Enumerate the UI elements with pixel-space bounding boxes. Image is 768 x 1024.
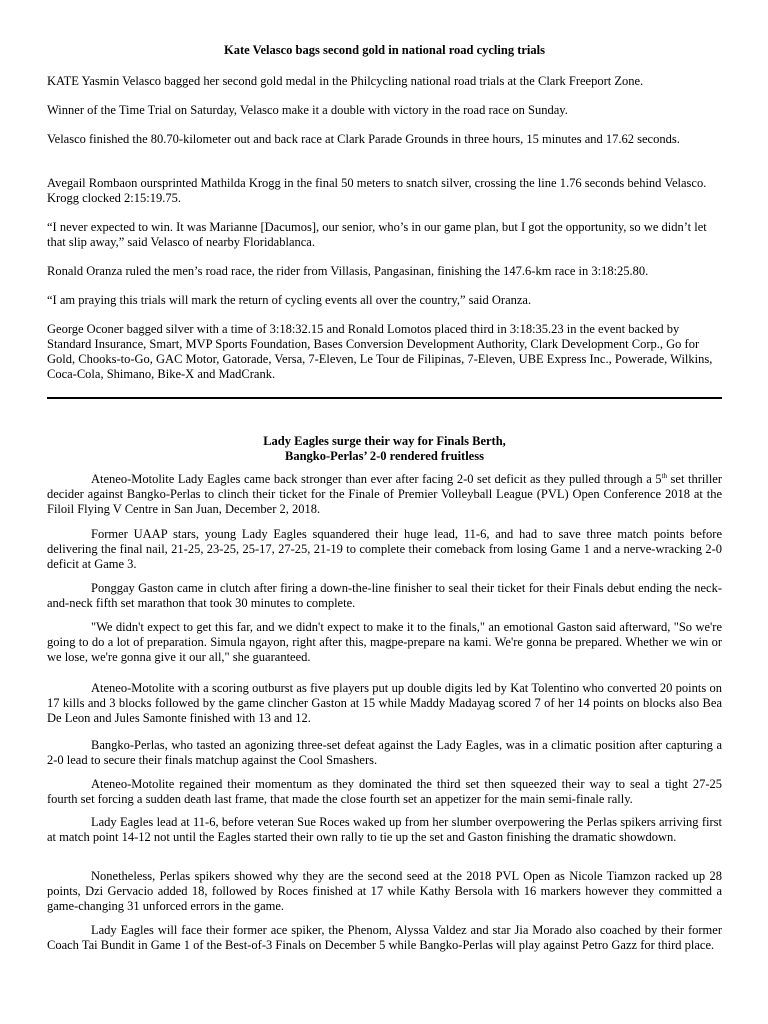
article2-title <box>47 434 722 464</box>
article1-paragraph: Winner of the Time Trial on Saturday, Velasco make it a double with victory in the road race on Sunday. <box>47 103 568 117</box>
article2-paragraph <box>47 472 722 517</box>
article2-paragraph: "We didn't expect to get this far, and we didn't expect to make it to the finals," an emotional Gaston said afterward, "So we're going to do a lot of preparation. Simula ngayon, right after this, magpe-prepare na kami. We're gonna be prepared. Whether we win or we lose, we're gonna give it our all," she guaranteed. <box>47 620 722 664</box>
section-divider <box>47 397 722 399</box>
article2-paragraph: Lady Eagles lead at 11-6, before veteran Sue Roces waked up from her slumber overpowering the Perlas spikers arriving first at match point 14-12 not until the Eagles started their own rally to tie up the set and Gaston finishing the dramatic showdown. <box>47 815 722 844</box>
article2-paragraph: Nonetheless, Perlas spikers showed why they are the second seed at the 2018 PVL Open as Nicole Tiamzon racked up 28 points, Dzi Gervacio added 18, followed by Roces finished at 17 while Kathy Bersola with 16 markers however they committed a game-changing 31 unforced errors in the game. <box>47 869 722 913</box>
article2-paragraph: Ateneo-Motolite regained their momentum as they dominated the third set then squeezed their way to seal a tight 27-25 fourth set forcing a sudden death last frame, that made the close fourth set an appetizer for the main semi-finale rally. <box>47 777 722 806</box>
article1-paragraph: Avegail Rombaon oursprinted Mathilda Krogg in the final 50 meters to snatch silver, crossing the line 1.76 seconds behind Velasco. Krogg clocked 2:15:19.75. <box>47 176 707 205</box>
article1-paragraph: “I never expected to win. It was Marianne [Dacumos], our senior, who’s in our game plan, but I got the opportunity, so we didn’t let that slip away,” said Velasco of nearby Floridablanca. <box>47 220 707 249</box>
article1-paragraph: George Oconer bagged silver with a time of 3:18:32.15 and Ronald Lomotos placed third in 3:18:35.23 in the event backed by Standard Insurance, Smart, MVP Sports Foundation, Bases Conversion Development Authority, Clark Development Corp., Go for Gold, Chooks-to-Go, GAC Motor, Gatorade, Versa, 7-Eleven, Le Tour de Filipinas, 7-Eleven, UBE Express Inc., Powerade, Wilkins, Coca-Cola, Shimano, Bike-X and MadCrank. <box>47 322 713 381</box>
article1-paragraph: Velasco finished the 80.70-kilometer out and back race at Clark Parade Grounds in three hours, 15 minutes and 17.62 seconds. <box>47 132 680 146</box>
article2-title-line2: Bangko-Perlas’ 2-0 rendered fruitless <box>285 449 484 463</box>
ordinal-suffix: th <box>661 471 668 480</box>
article1-paragraph: “I am praying this trials will mark the return of cycling events all over the country,” said Oranza. <box>47 293 532 307</box>
article2-paragraph: Lady Eagles will face their former ace spiker, the Phenom, Alyssa Valdez and star Jia Morado also coached by their former Coach Tai Bundit in Game 1 of the Best-of-3 Finals on December 5 while Bangko-Perlas will play against Petro Gazz for third place. <box>47 923 722 952</box>
article1-paragraph: KATE Yasmin Velasco bagged her second gold medal in the Philcycling national road trials at the Clark Freeport Zone. <box>47 74 644 88</box>
article2-title-line1: Lady Eagles surge their way for Finals Berth, <box>263 434 506 448</box>
article2-p1-text: Ateneo-Motolite Lady Eagles came back stronger than ever after facing 2-0 set deficit as they pulled through a 5 <box>91 472 662 486</box>
article2-p1-text-cont: set thriller decider against Bangko-Perlas to clinch their ticket for the Finale of Premier Volleyball League (PVL) Open Conference 2018 at the Filoil Flying V Centre in San Juan, December 2, 2018. <box>47 472 723 516</box>
article2-paragraph: Bangko-Perlas, who tasted an agonizing three-set defeat against the Lady Eagles, was in a climatic position after capturing a 2-0 lead to secure their finals matchup against the Cool Smashers. <box>47 738 722 767</box>
article1-paragraph: Ronald Oranza ruled the men’s road race, the rider from Villasis, Pangasinan, finishing the 147.6-km race in 3:18:25.80. <box>47 264 649 278</box>
article1-title: Kate Velasco bags second gold in national road cycling trials <box>224 43 545 57</box>
article2-paragraph: Ponggay Gaston came in clutch after firing a down-the-line finisher to seal their ticket for their Finals debut ending the neck-and-neck fifth set marathon that took 30 minutes to complete. <box>47 581 722 610</box>
article2-paragraph: Ateneo-Motolite with a scoring outburst as five players put up double digits led by Kat Tolentino who converted 20 points on 17 kills and 3 blocks followed by the game clincher Gaston at 15 while Maddy Madayag scored 7 of her 14 points on blocks also Bea De Leon and Jules Samonte finished with 13 and 12. <box>47 681 722 725</box>
article2-paragraph: Former UAAP stars, young Lady Eagles squandered their huge lead, 11-6, and had to save three match points before delivering the final nail, 21-25, 23-25, 25-17, 27-25, 21-19 to complete their comeback from losing Game 1 and a nerve-wracking 2-0 deficit at Game 3. <box>47 527 722 571</box>
